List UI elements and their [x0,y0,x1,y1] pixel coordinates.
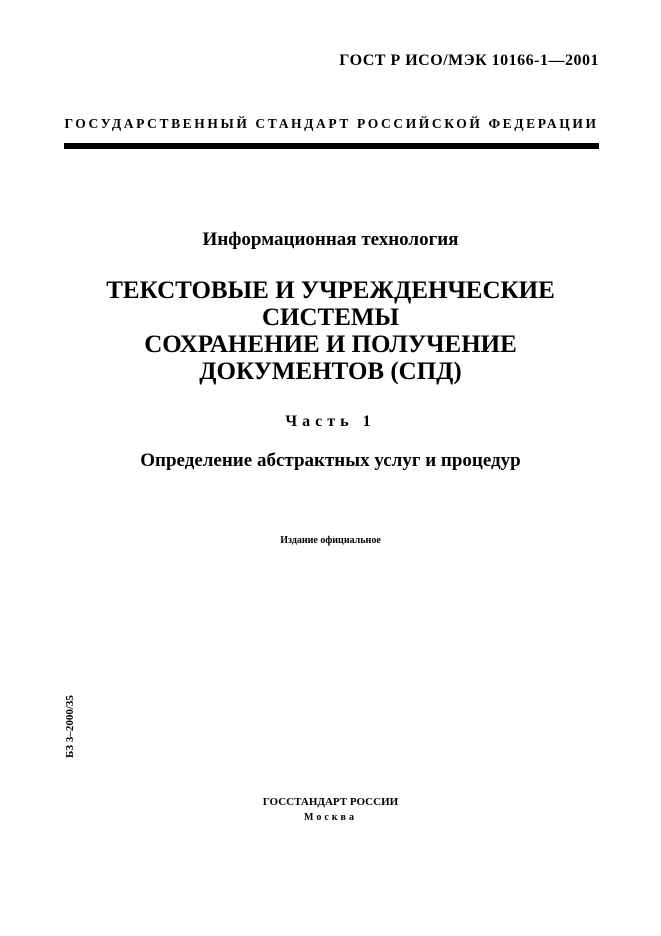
document-number: ГОСТ Р ИСО/МЭК 10166-1—2001 [339,52,599,69]
main-title-line: ТЕКСТОВЫЕ И УЧРЕЖДЕНЧЕСКИЕ [106,277,555,304]
publisher-city: Москва [304,812,357,823]
main-title-line: СИСТЕМЫ [261,304,400,331]
main-title-line: СОХРАНЕНИЕ И ПОЛУЧЕНИЕ [144,331,517,358]
main-title [0,277,661,385]
state-standard-heading: ГОСУДАРСТВЕННЫЙ СТАНДАРТ РОССИЙСКОЙ ФЕДЕРАЦИИ [64,116,599,131]
subtitle: Определение абстрактных услуг и процедур [140,450,521,471]
main-title-line: ДОКУМЕНТОВ (СПД) [199,358,462,385]
edition-label: Издание официальное [280,535,381,546]
topic-heading: Информационная технология [202,229,459,250]
part-label: Часть 1 [285,413,376,430]
publisher-name: ГОССТАНДАРТ РОССИИ [262,796,399,808]
horizontal-rule [64,143,599,149]
catalog-code: БЗ 3–2000/35 [64,695,76,758]
